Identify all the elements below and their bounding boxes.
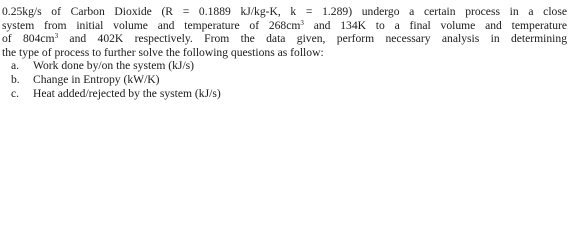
superscript-cubed: 3 — [300, 18, 304, 27]
list-marker: a. — [11, 59, 20, 73]
list-item-text: Work done by/on the system (kJ/s) — [33, 59, 195, 73]
list-item-text: Heat added/rejected by the system (kJ/s) — [33, 86, 221, 100]
list-marker: c. — [11, 86, 20, 100]
problem-line-2 — [2, 19, 567, 33]
problem-line-4: the type of process to further solve the following questions as follow: — [2, 45, 324, 59]
list-item — [2, 59, 567, 73]
question-list — [2, 59, 567, 100]
problem-line-3-text-b: and 402K respectively. From the data given, perform necessary analysis in determining — [58, 32, 567, 46]
list-item — [2, 87, 567, 101]
problem-line-2-text-a: system from initial volume and temperature of 268cm — [2, 18, 301, 32]
problem-line-3-text-a: of 804cm — [2, 32, 55, 46]
problem-line-3 — [2, 32, 567, 46]
list-item — [2, 73, 567, 87]
problem-statement — [2, 5, 567, 100]
superscript-cubed: 3 — [54, 32, 59, 41]
problem-line-2-text-b: and 134K to a final volume and temperature — [303, 18, 567, 32]
list-item-text: Change in Entropy (kW/K) — [33, 72, 160, 86]
list-marker: b. — [11, 72, 20, 86]
problem-line-1: 0.25kg/s of Carbon Dioxide (R = 0.1889 kJ/kg-K, k = 1.289) undergo a certain process in a close — [2, 5, 567, 18]
